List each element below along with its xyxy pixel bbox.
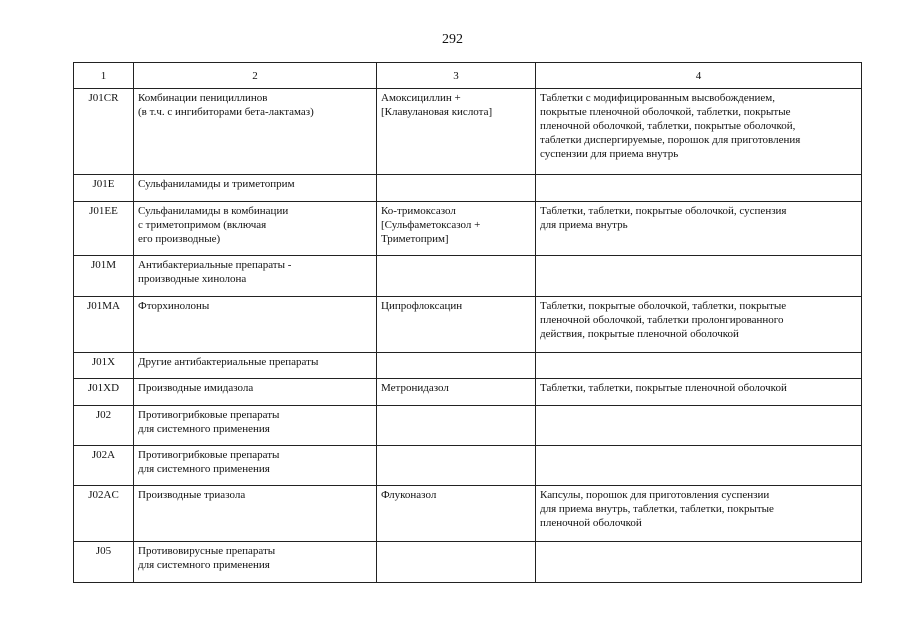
group-name-cell: Другие антибактериальные препараты [134, 353, 377, 379]
column-header-3: 3 [377, 63, 536, 89]
table-header-row [74, 63, 862, 89]
group-name-cell: Фторхинолоны [134, 297, 377, 353]
substance-cell: Ципрофлоксацин [377, 297, 536, 353]
column-header-1: 1 [74, 63, 134, 89]
group-name-cell: Антибактериальные препараты - производные хинолона [134, 256, 377, 297]
atc-code-cell: J02A [74, 446, 134, 486]
page-number: 292 [442, 32, 463, 47]
atc-code-cell: J01M [74, 256, 134, 297]
table-row [74, 202, 862, 256]
table-row [74, 256, 862, 297]
substance-cell [377, 446, 536, 486]
dosage-forms-cell [536, 406, 862, 446]
table-row [74, 446, 862, 486]
group-name-cell: Противогрибковые препараты для системного применения [134, 446, 377, 486]
atc-code-cell: J01EE [74, 202, 134, 256]
dosage-forms-cell: Таблетки, таблетки, покрытые пленочной оболочкой [536, 379, 862, 406]
dosage-forms-cell [536, 175, 862, 202]
atc-code-cell: J01MA [74, 297, 134, 353]
dosage-forms-cell [536, 446, 862, 486]
substance-cell [377, 175, 536, 202]
group-name-cell: Противогрибковые препараты для системного применения [134, 406, 377, 446]
atc-code-cell: J02 [74, 406, 134, 446]
substance-cell [377, 542, 536, 583]
substance-cell [377, 353, 536, 379]
atc-code-cell: J01X [74, 353, 134, 379]
dosage-forms-cell: Таблетки с модифицированным высвобождением, покрытые пленочной оболочкой, таблетки, покрытые пленочной оболочкой, таблетки, покрытые оболочкой, таблетки диспергируемые, порошок для приготовления суспензии для приема внутрь [536, 89, 862, 175]
atc-code-cell: J02AC [74, 486, 134, 542]
column-header-2: 2 [134, 63, 377, 89]
table-row [74, 406, 862, 446]
atc-code-cell: J05 [74, 542, 134, 583]
atc-code-cell: J01XD [74, 379, 134, 406]
drug-table [73, 62, 862, 583]
substance-cell: Флуконазол [377, 486, 536, 542]
substance-cell: Амоксициллин + [Клавулановая кислота] [377, 89, 536, 175]
table-row [74, 89, 862, 175]
substance-cell: Метронидазол [377, 379, 536, 406]
group-name-cell: Производные имидазола [134, 379, 377, 406]
dosage-forms-cell [536, 256, 862, 297]
table-row [74, 379, 862, 406]
atc-code-cell: J01CR [74, 89, 134, 175]
group-name-cell: Сульфаниламиды и триметоприм [134, 175, 377, 202]
table-row [74, 542, 862, 583]
dosage-forms-cell: Таблетки, покрытые оболочкой, таблетки, покрытые пленочной оболочкой, таблетки пролонгированного действия, покрытые пленочной оболочкой [536, 297, 862, 353]
column-header-4: 4 [536, 63, 862, 89]
substance-cell [377, 256, 536, 297]
atc-code-cell: J01E [74, 175, 134, 202]
group-name-cell: Сульфаниламиды в комбинации с триметопримом (включая его производные) [134, 202, 377, 256]
dosage-forms-cell: Капсулы, порошок для приготовления суспензии для приема внутрь, таблетки, таблетки, покрытые пленочной оболочкой [536, 486, 862, 542]
table-row [74, 353, 862, 379]
group-name-cell: Комбинации пенициллинов (в т.ч. с ингибиторами бета-лактамаз) [134, 89, 377, 175]
substance-cell [377, 406, 536, 446]
dosage-forms-cell [536, 542, 862, 583]
group-name-cell: Противовирусные препараты для системного применения [134, 542, 377, 583]
substance-cell: Ко-тримоксазол [Сульфаметоксазол + Триметоприм] [377, 202, 536, 256]
dosage-forms-cell: Таблетки, таблетки, покрытые оболочкой, суспензия для приема внутрь [536, 202, 862, 256]
group-name-cell: Производные триазола [134, 486, 377, 542]
table-row [74, 486, 862, 542]
table-row [74, 297, 862, 353]
table-row [74, 175, 862, 202]
dosage-forms-cell [536, 353, 862, 379]
